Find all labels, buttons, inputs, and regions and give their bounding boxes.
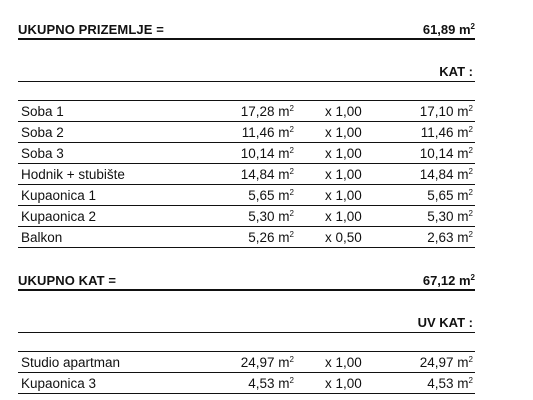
uv-kat-row — [18, 352, 475, 373]
kat-row — [18, 185, 475, 206]
room-area: 14,84 $m^2$ — [240, 167, 294, 182]
kat-row — [18, 164, 475, 185]
area-factor: x 1,00 — [325, 355, 362, 370]
room-name: Studio apartman — [21, 355, 121, 370]
uv-kat-section-header — [18, 314, 475, 333]
kat-row — [18, 101, 475, 122]
uv-kat-row — [18, 373, 475, 394]
kat-total — [18, 271, 475, 291]
area-factor: x 1,00 — [325, 146, 362, 161]
area-factor: x 1,00 — [325, 104, 362, 119]
room-name: Balkon — [21, 230, 63, 245]
room-name: Kupaonica 3 — [21, 376, 97, 391]
room-name: Soba 3 — [21, 146, 64, 161]
kat-row — [18, 227, 475, 248]
area-factor: x 1,00 — [325, 188, 362, 203]
ground-floor-total-label: UKUPNO PRIZEMLJE = — [18, 22, 164, 37]
kat-row — [18, 122, 475, 143]
room-area: 10,14 $m^2$ — [240, 146, 294, 161]
weighted-area: 5,65 $m^2$ — [427, 188, 473, 203]
weighted-area: 14,84 $m^2$ — [419, 167, 473, 182]
kat-section-header — [18, 63, 475, 82]
area-factor: x 1,00 — [325, 125, 362, 140]
room-area: 5,26 $m^2$ — [248, 230, 294, 245]
weighted-area: 10,14 $m^2$ — [419, 146, 473, 161]
room-area: 4,53 $m^2$ — [248, 376, 294, 391]
kat-area-table — [18, 100, 475, 248]
area-factor: x 1,00 — [325, 167, 362, 182]
area-factor: x 1,00 — [325, 209, 362, 224]
weighted-area: 5,30 $m^2$ — [427, 209, 473, 224]
room-area: 11,46 $m^2$ — [241, 125, 294, 140]
room-name: Soba 1 — [21, 104, 64, 119]
area-factor: x 1,00 — [325, 376, 362, 391]
room-area: 5,30 $m^2$ — [248, 209, 294, 224]
room-name: Hodnik + stubište — [21, 167, 125, 182]
room-name: Kupaonica 2 — [21, 209, 97, 224]
weighted-area: 17,10 $m^2$ — [419, 104, 473, 119]
weighted-area: 4,53 $m^2$ — [427, 376, 473, 391]
kat-row — [18, 206, 475, 227]
weighted-area: 2,63 $m^2$ — [427, 230, 473, 245]
kat-row — [18, 143, 475, 164]
uv-kat-area-table — [18, 351, 475, 394]
kat-section-title: KAT : — [439, 64, 473, 79]
ground-floor-total-value: 61,89 $m^2$ — [422, 22, 475, 37]
room-area: 5,65 $m^2$ — [248, 188, 294, 203]
room-name: Soba 2 — [21, 125, 64, 140]
uv-kat-section-title: UV KAT : — [417, 315, 473, 330]
kat-total-label: UKUPNO KAT = — [18, 273, 117, 288]
weighted-area: 11,46 $m^2$ — [420, 125, 473, 140]
room-name: Kupaonica 1 — [21, 188, 97, 203]
weighted-area: 24,97 $m^2$ — [419, 355, 473, 370]
area-factor: x 0,50 — [325, 230, 362, 245]
room-area: 24,97 $m^2$ — [240, 355, 294, 370]
kat-total-value: 67,12 $m^2$ — [422, 273, 475, 288]
ground-floor-total — [18, 20, 475, 40]
room-area: 17,28 $m^2$ — [240, 104, 294, 119]
